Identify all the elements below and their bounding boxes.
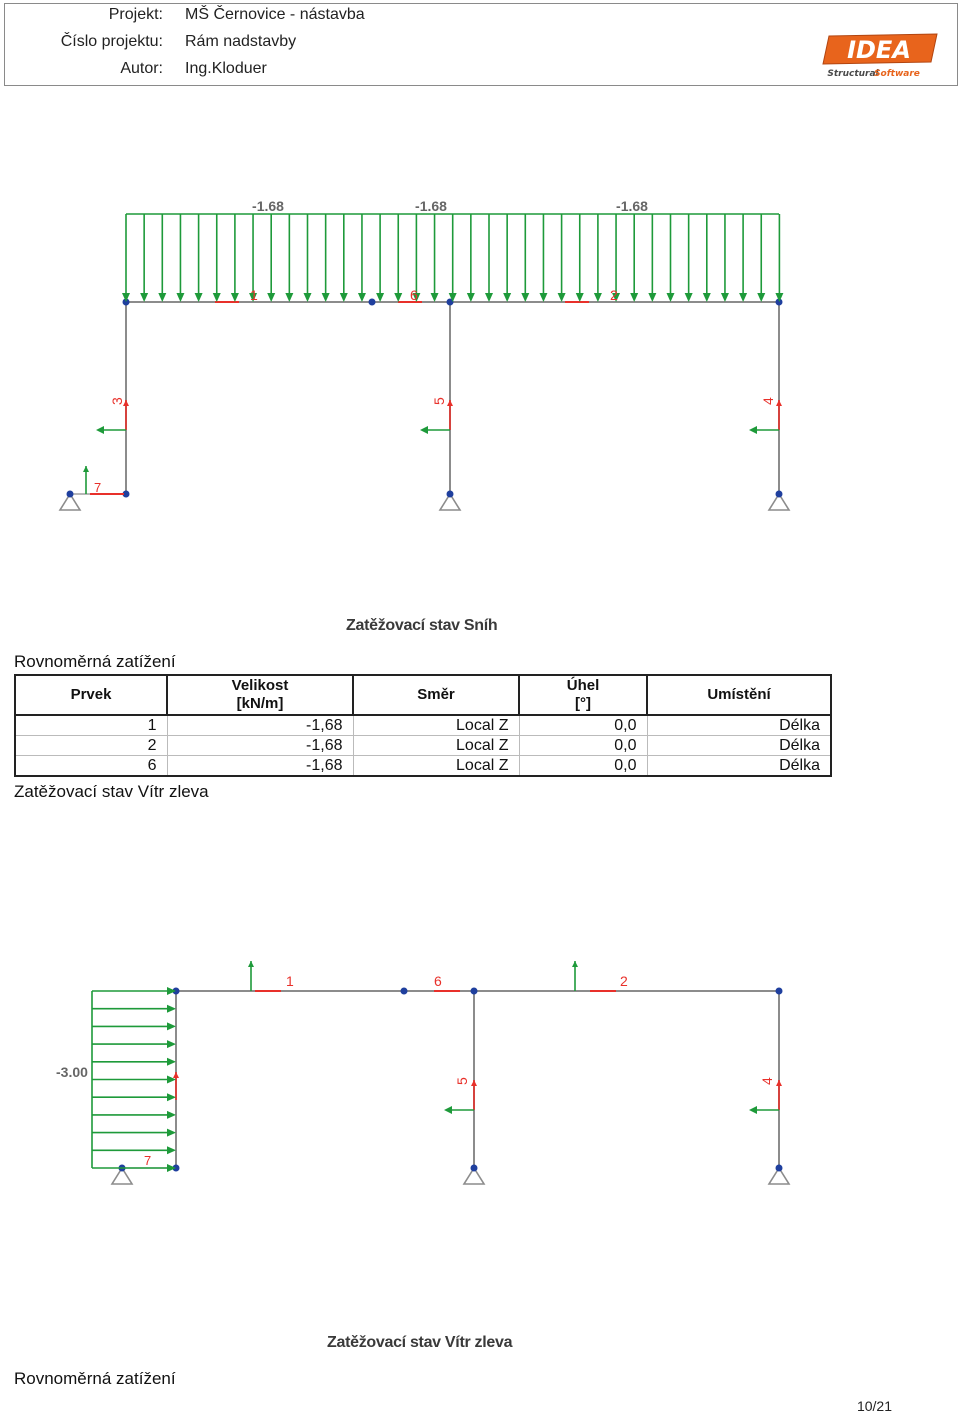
idea-logo	[819, 32, 941, 80]
load-arrow-head	[267, 293, 275, 302]
node	[776, 491, 783, 498]
snow-load-arrows	[122, 214, 783, 302]
member-label-1: 1	[250, 287, 258, 303]
wind-load-diagram	[0, 950, 960, 1200]
cell-velikost: -1,68	[167, 715, 353, 736]
member-label-6: 6	[410, 287, 418, 303]
wind-diagram-caption: Zatěžovací stav Vítr zleva	[327, 1334, 513, 1351]
author-value: Ing.Kloduer	[185, 60, 267, 77]
project-number-label: Číslo projektu:	[60, 33, 163, 50]
load-arrow-head	[757, 293, 765, 302]
load-arrow-head	[322, 293, 330, 302]
node	[369, 299, 376, 306]
author-label: Autor:	[120, 60, 163, 77]
cell-umisteni: Délka	[647, 715, 831, 736]
load-arrow-head	[167, 1093, 176, 1101]
local-axis-z-head	[776, 400, 782, 406]
load-arrow-head	[667, 293, 675, 302]
load-arrow-head	[630, 293, 638, 302]
member-label-5: 5	[431, 397, 447, 405]
svg-text:IDEA: IDEA	[847, 36, 911, 64]
load-arrow-head	[376, 293, 384, 302]
local-axis-z-head	[83, 466, 89, 472]
node	[67, 491, 74, 498]
load-arrow-head	[167, 1058, 176, 1066]
load-arrow-head	[485, 293, 493, 302]
load-arrow-head	[685, 293, 693, 302]
wind-load-case-heading: Zatěžovací stav Vítr zleva	[14, 782, 209, 801]
local-axis-y-head	[749, 426, 757, 434]
local-axis-z-head	[447, 400, 453, 406]
header-row-number	[5, 33, 959, 53]
member-label-7: 7	[144, 1153, 152, 1168]
local-axis-z-head	[572, 961, 578, 967]
load-arrow-head	[358, 293, 366, 302]
load-arrow-head	[195, 293, 203, 302]
member-label-4: 4	[760, 397, 776, 405]
node	[776, 988, 783, 995]
load-arrow-head	[558, 293, 566, 302]
table-row	[15, 736, 831, 756]
local-axis-y-head	[749, 1106, 757, 1114]
node	[471, 1165, 478, 1172]
cell-uhel: 0,0	[519, 756, 647, 777]
load-arrow-head	[394, 293, 402, 302]
header-row-project	[5, 6, 959, 26]
load-arrow-head	[167, 1129, 176, 1137]
load-arrow-head	[539, 293, 547, 302]
col-smer: Směr	[353, 675, 519, 715]
wind-load-arrows	[92, 987, 176, 1172]
load-arrow-head	[739, 293, 747, 302]
project-label: Projekt:	[108, 6, 163, 23]
snow-load-diagram	[0, 180, 960, 640]
member-label-4: 4	[759, 1077, 775, 1085]
snow-load-value-1: -1.68	[252, 198, 284, 214]
project-number-value: Rám nadstavby	[185, 33, 297, 50]
load-arrow-head	[721, 293, 729, 302]
load-arrow-head	[231, 293, 239, 302]
snow-section-title: Rovnoměrná zatížení	[14, 652, 176, 671]
member-label-2: 2	[620, 973, 628, 989]
member-label-3: 3	[109, 397, 125, 405]
col-velikost: Velikost [kN/m]	[167, 675, 353, 715]
node	[447, 491, 454, 498]
load-arrow-head	[158, 293, 166, 302]
cell-umisteni: Délka	[647, 756, 831, 777]
load-arrow-head	[340, 293, 348, 302]
frame-structure	[112, 961, 789, 1184]
load-arrow-head	[167, 1111, 176, 1119]
col-uhel: Úhel [°]	[519, 675, 647, 715]
col-prvek: Prvek	[15, 675, 167, 715]
load-arrow-head	[176, 293, 184, 302]
cell-smer: Local Z	[353, 736, 519, 756]
load-arrow-head	[521, 293, 529, 302]
load-arrow-head	[431, 293, 439, 302]
cell-uhel: 0,0	[519, 715, 647, 736]
local-axis-z-head	[173, 1072, 179, 1078]
local-axis-z-head	[248, 961, 254, 967]
local-axis-y-head	[444, 1106, 452, 1114]
table-row	[15, 715, 831, 736]
member-label-1: 1	[286, 973, 294, 989]
svg-text:Software: Software	[874, 69, 920, 79]
cell-smer: Local Z	[353, 756, 519, 777]
load-arrow-head	[703, 293, 711, 302]
local-axis-y-head	[420, 426, 428, 434]
load-arrow-head	[140, 293, 148, 302]
header-row-author	[5, 60, 959, 80]
cell-velikost: -1,68	[167, 756, 353, 777]
load-arrow-head	[503, 293, 511, 302]
load-arrow-head	[594, 293, 602, 302]
cell-prvek: 6	[15, 756, 167, 777]
project-value: MŠ Černovice - nástavba	[185, 6, 365, 23]
uniform-load-table	[14, 674, 832, 777]
cell-uhel: 0,0	[519, 736, 647, 756]
local-axis-z-head	[776, 1080, 782, 1086]
node	[401, 988, 408, 995]
page-number: 10/21	[856, 1398, 892, 1414]
snow-load-value-3: -1.68	[616, 198, 648, 214]
load-arrow-head	[167, 1005, 176, 1013]
local-axis-z-head	[471, 1080, 477, 1086]
cell-prvek: 2	[15, 736, 167, 756]
wind-load-value: -3.00	[56, 1064, 88, 1080]
node	[471, 988, 478, 995]
cell-umisteni: Délka	[647, 736, 831, 756]
document-header	[4, 3, 958, 86]
local-axis-y-head	[96, 426, 104, 434]
frame-structure	[60, 299, 789, 511]
load-arrow-head	[304, 293, 312, 302]
load-arrow-head	[167, 1040, 176, 1048]
cell-prvek: 1	[15, 715, 167, 736]
load-arrow-head	[167, 1022, 176, 1030]
load-arrow-head	[285, 293, 293, 302]
cell-smer: Local Z	[353, 715, 519, 736]
snow-diagram-caption: Zatěžovací stav Sníh	[346, 617, 498, 634]
member-label-6: 6	[434, 973, 442, 989]
cell-velikost: -1,68	[167, 736, 353, 756]
node	[776, 1165, 783, 1172]
load-arrow-head	[648, 293, 656, 302]
load-arrow-head	[576, 293, 584, 302]
load-arrow-head	[467, 293, 475, 302]
member-label-2: 2	[610, 287, 618, 303]
member-label-7: 7	[94, 480, 102, 495]
col-umisteni: Umístění	[647, 675, 831, 715]
load-arrow-head	[213, 293, 221, 302]
snow-load-value-2: -1.68	[415, 198, 447, 214]
table-row	[15, 756, 831, 777]
wind-section-title: Rovnoměrná zatížení	[14, 1369, 176, 1388]
member-label-5: 5	[454, 1077, 470, 1085]
svg-text:Structural: Structural	[827, 69, 879, 79]
load-arrow-head	[167, 1146, 176, 1154]
